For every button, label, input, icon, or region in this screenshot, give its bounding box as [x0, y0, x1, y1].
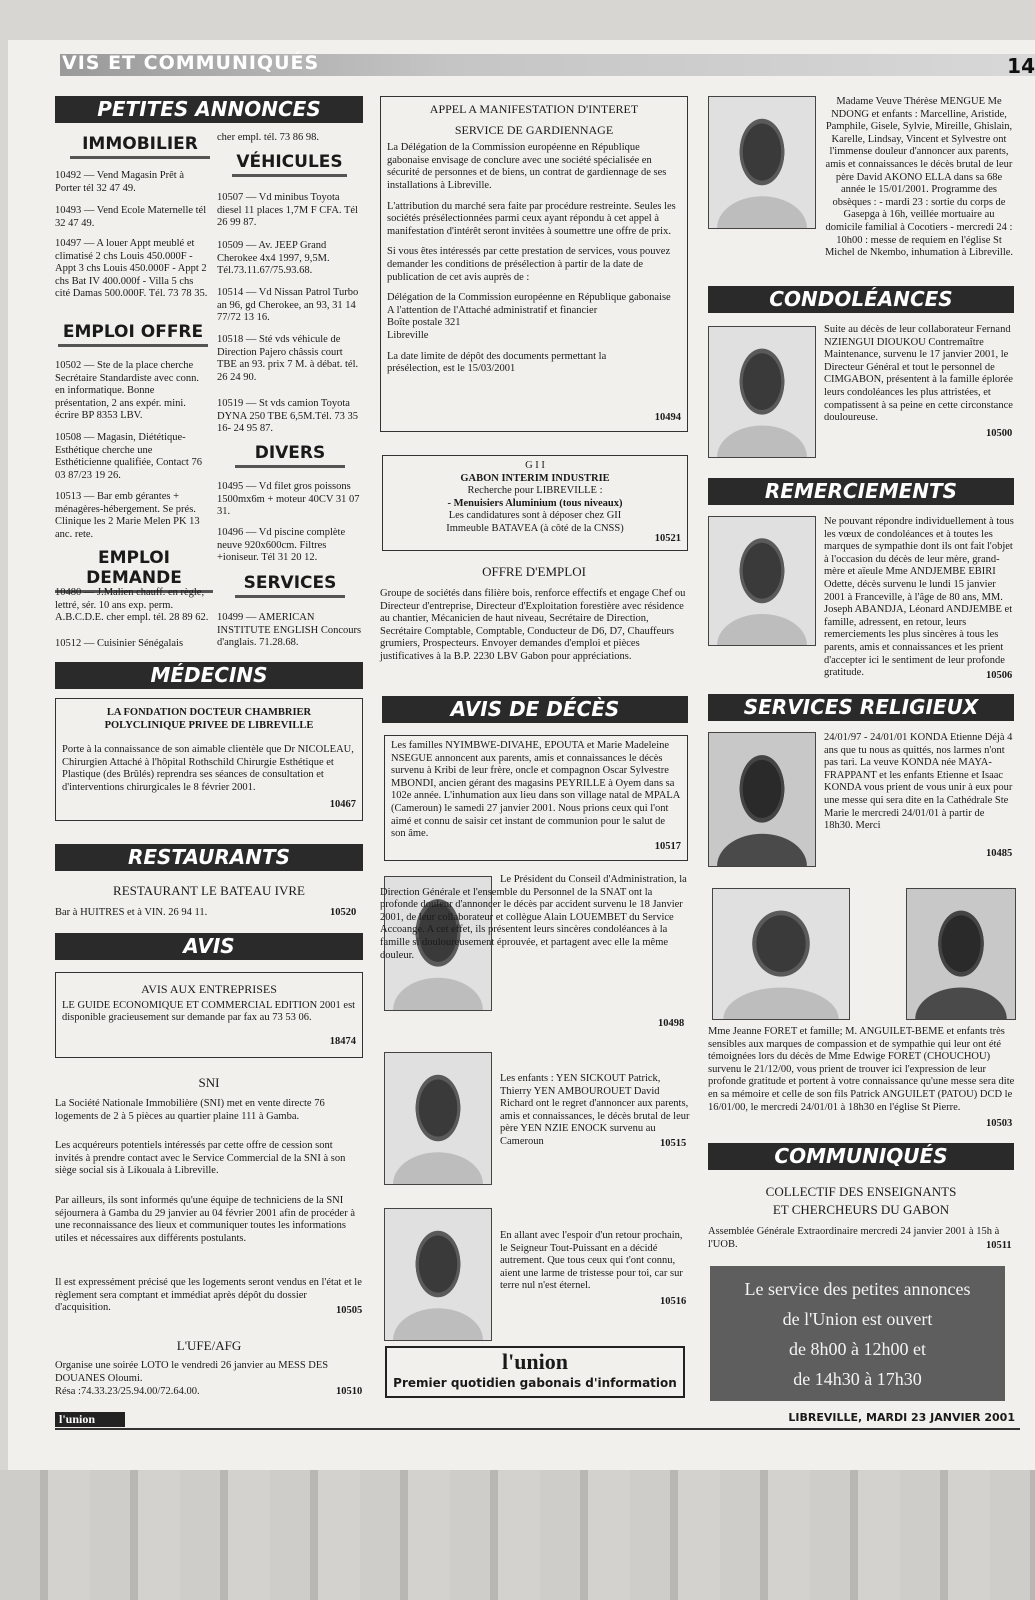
- ad-immobilier-2: 10493 — Vend Ecole Maternelle tél 32 47 49.: [55, 205, 207, 229]
- deces-box-number: 10517: [654, 841, 681, 853]
- offre-title: OFFRE D'EMPLOI: [482, 564, 586, 579]
- appel-box: [380, 96, 688, 432]
- medecins-box: [55, 698, 363, 821]
- sni-p1: La Société Nationale Immobilière (SNI) met en vente directe 76 logements de 2 à 5 pièces au quartier plaine 111 à Gamba.: [55, 1098, 325, 1122]
- gii-line-3: Recherche pour LIBREVILLE :: [467, 485, 603, 497]
- ad-continued: cher empl. tél. 73 86 98.: [217, 132, 320, 143]
- ad-immobilier-3: 10497 — A louer Appt meublé et climatisé 2 chs Louis 450.000F - Appt 3 chs Louis 450.000F - Appt 2 chs Bat IV 400.000f - Villa 5 chs cité Damas 500.000F. Tél. 73 78 35.: [55, 238, 208, 300]
- avis-title: AVIS AUX ENTREPRISES: [141, 982, 277, 996]
- service-line-4: de 14h30 à 17h30: [793, 1369, 922, 1389]
- ad-immobilier-1: 10492 — Vend Magasin Prêt à Porter tél 32 47 49.: [55, 170, 184, 194]
- gii-line-6: Immeuble BATAVEA (à côté de la CNSS): [446, 522, 624, 534]
- communiques-bar: COMMUNIQUÉS: [708, 1143, 1014, 1170]
- gii-line-1: G I I: [525, 460, 545, 471]
- deces-box: [384, 735, 688, 861]
- portrait-photo: [384, 1052, 492, 1185]
- portrait-photo: [712, 888, 850, 1020]
- portrait-photo: [708, 732, 816, 867]
- petites-annonces-bar: PETITES ANNONCES: [55, 96, 363, 123]
- remerciements-bar: REMERCIEMENTS: [708, 478, 1014, 505]
- ad-emploi-demande-1: 10480 — J.Malien chauff. en règle, lettré, sér. 10 ans exp. perm. A.B.C.D.E. cher empl. tél. 28 89 62.: [55, 587, 209, 624]
- sni-number: 10505: [336, 1305, 363, 1316]
- appel-p3: Si vous êtes intéressés par cette prestation de services, vous pouvez demander les conditions de présélection à partir de la date de publication de cet avis auprès de :: [387, 246, 671, 283]
- ufe-number: 10510: [336, 1386, 363, 1397]
- union-slogan: Premier quotidien gabonais d'information: [393, 1376, 677, 1390]
- union-logo-text: l'union: [501, 1349, 569, 1374]
- gii-box: [382, 455, 688, 551]
- section-title: VIS ET COMMUNIQUÉS: [62, 52, 320, 74]
- appel-number: 10494: [654, 412, 681, 424]
- ad-emploi-offre-1: 10502 — Ste de la place cherche Secrétaire Standardiste avec conn. en informatique. Bonne présentation, 2 ans expér. mini. écrire BP 8353 LBV.: [55, 360, 200, 422]
- deces-announcement-3: En allant avec l'espoir d'un retour prochain, le Seigneur Tout-Puissant en a décidé autrement. Que tous ceux qui t'ont connu, aient une larme de tristesse pour toi, car sur terre nul n'est éternel.: [500, 1230, 683, 1292]
- ad-emploi-offre-3: 10513 — Bar emb gérantes + ménagères-hébergement. Se prés. Clinique les 2 Marie Melen PK 13 anc. rete.: [55, 491, 200, 540]
- emploi-offre-heading: EMPLOI OFFRE: [58, 322, 208, 347]
- medecins-title-1: LA FONDATION DOCTEUR CHAMBRIER: [106, 707, 312, 718]
- avis-bar: AVIS: [55, 933, 363, 960]
- communique-title-1: COLLECTIF DES ENSEIGNANTS: [765, 1184, 957, 1199]
- ufe-text: Organise une soirée LOTO le vendredi 26 janvier au MESS DES DOUANES Oloumi.: [55, 1360, 329, 1384]
- ad-vehicule-4: 10518 — Sté vds véhicule de Direction Pajero châssis court TBE an 93. prix 7 M. à débat. tél. 26 24 90.: [217, 334, 359, 383]
- gii-number: 10521: [654, 533, 681, 545]
- ad-emploi-offre-2: 10508 — Magasin, Diététique-Esthétique cherche une Esthéticienne qualifiée, Contact 76 03 87/23 19 26.: [55, 432, 202, 481]
- divers-heading: DIVERS: [235, 443, 345, 468]
- service-line-1: Le service des petites annonces: [744, 1279, 971, 1299]
- ad-vehicule-5: 10519 — St vds camion Toyota DYNA 250 TBE 6,5M.Tél. 73 35 16- 24 95 87.: [217, 398, 358, 435]
- services-religieux-text: 24/01/97 - 24/01/01 KONDA Etienne Déjà 4 ans que tu nous as quittés, nos larmes n'ont pas tari. La veuve KONDA née MAYA-FRAPPANT et les enfants Etienne et Isaac KONDA vous prient de vous unir à eux pour une messe qui sera dite en la Cathédrale Ste Marie le mercredi 24/01/01 à partir de 18h30. Merci: [824, 732, 1013, 832]
- restaurant-number: 10520: [330, 907, 357, 918]
- appel-address-3: Boîte postale 321: [387, 317, 461, 329]
- page-number: 14: [1007, 54, 1035, 78]
- appel-title-1: APPEL A MANIFESTATION D'INTERET: [429, 102, 639, 116]
- foret-number: 10503: [986, 1118, 1013, 1129]
- restaurant-title: RESTAURANT LE BATEAU IVRE: [113, 883, 305, 898]
- footer-brand: l'union: [55, 1412, 125, 1427]
- medecins-number: 10467: [329, 799, 356, 811]
- remerciements-number: 10506: [986, 670, 1013, 681]
- gii-line-2: GABON INTERIM INDUSTRIE: [460, 472, 610, 484]
- ad-services-1: 10499 — AMERICAN INSTITUTE ENGLISH Concours d'anglais. 71.28.68.: [217, 612, 362, 649]
- remerciements-text: Ne pouvant répondre individuellement à tous les vœux de condoléances et à toutes les marques de sympathie dont ils ont fait l'objet à l'occasion du décès de leur mère, grand-mère et aïeule Mme ANDJEMBE EBIRI Odette, décès survenu le lundi 15 janvier 2001 à Franceville, à l'âge de 80 ans, MM. Joseph ABANDJA, Léonard ANDJEMBE et famille, adressent, en retour, leurs remerciements les plus sincères à tous les parents, amis et connaissances et les prient d'accepter ici le sentiment de leur profonde gratitude.: [824, 516, 1014, 679]
- services-religieux-bar: SERVICES RELIGIEUX: [708, 694, 1014, 721]
- appel-address-1: Délégation de la Commission européenne en République gabonaise: [387, 292, 671, 304]
- medecins-text: Porte à la connaissance de son aimable clientèle que Dr NICOLEAU, Chirurgien Attaché à l'hôpital Rothschild Chirurgie Esthétique et Plastique (des Brûlés) reprendra ses séances de consultation et d'interventions chirurgicales le 8 février 2001.: [62, 744, 354, 793]
- services-religieux-number: 10485: [986, 848, 1013, 859]
- ad-vehicule-1: 10507 — Vd minibus Toyota diesel 11 places 1,7M F CFA. Tél 26 99 87.: [217, 192, 358, 229]
- appel-p4: La date limite de dépôt des documents permettant la présélection, est le 15/03/2001: [387, 350, 607, 375]
- communique-number: 10511: [986, 1240, 1012, 1251]
- ad-divers-2: 10496 — Vd piscine complète neuve 920x600cm. Filtres +ioniseur. Tél 31 20 12.: [217, 527, 346, 564]
- offre-text: Groupe de sociétés dans filière bois, renforce effectifs et engage Chef ou Directeur d'entreprise, Directeur d'Exploitation forestière avec résidence au chantier, Mécanicien de haut niveau, Secrétaire de Direction, Secrétaire Comptable, Comptable, Conducteur de D6, D7, Chauffeurs grumiers, Prospecteurs. Envoyer demandes d'emploi et pièces justificatives à la B.P. 2230 LBV Gabon pour appréciations.: [380, 588, 686, 662]
- deces-announcement-1-number: 10498: [658, 1018, 685, 1029]
- service-line-2: de l'Union est ouvert: [782, 1309, 933, 1329]
- appel-p1: La Délégation de la Commission européenne en République gabonaise envisage de conclure avec une société spécialisée en sécurité de personnes et de biens, un contrat de gardiennage de ses installations à Libreville.: [387, 142, 667, 191]
- ufe-title: L'UFE/AFG: [176, 1338, 242, 1353]
- appel-p2: L'attribution du marché sera faite par procédure restreinte. Seules les sociétés présélectionnées parmi ceux ayant répondu à cet appel à manifestation d'intérêt seront invitées à soumettre une offre de prix.: [387, 200, 676, 237]
- footer-date: LIBREVILLE, MARDI 23 JANVIER 2001: [788, 1411, 1015, 1424]
- medecins-title-2: POLYCLINIQUE PRIVEE DE LIBREVILLE: [104, 719, 314, 731]
- union-ad-box: [385, 1346, 685, 1398]
- communique-text: Assemblée Générale Extraordinaire mercredi 24 janvier 2001 à 15h à l'UOB.: [708, 1226, 1000, 1250]
- service-hours-box: [710, 1266, 1005, 1401]
- vehicules-heading: VÉHICULES: [232, 152, 347, 177]
- mengue-announcement: Madame Veuve Thérèse MENGUE Me NDONG et enfants : Marcelline, Aristide, Pamphile, Gisele, Sylvie, Mireille, Ghislain, Karelle, Lindsay, Vincent et Sylvestre ont l'immense douleur d'annoncer aux parents, amis et connaissances le décès brutal de leur père David AKONO ELLA dans sa 68e année le 15/01/2001. Programme des obsèques : - mardi 23 : sortie du corps de Gasepga à 16h, veillée mortuaire au domicile familial à Cocotiers - mercredi 24 : 10h00 : messe de requiem en l'église St Michel de Nkembo, inhumation à Libreville.: [824, 96, 1014, 259]
- services-heading: SERVICES: [235, 573, 345, 598]
- sni-p4: Il est expressément précisé que les logements seront vendus en l'état et le règlement sera comptant et immédiat après dépôt du dossier d'acquisition.: [55, 1277, 362, 1314]
- sni-p2: Les acquéreurs potentiels intéressés par cette offre de cession sont invités à prendre contact avec le Service Commercial de la SNI à son siège social sis à Likouala à Libreville.: [55, 1140, 346, 1177]
- gii-line-5: Les candidatures sont à déposer chez GII: [448, 510, 622, 522]
- deces-box-text: Les familles NYIMBWE-DIVAHE, EPOUTA et Marie Madeleine NSEGUE annoncent aux parents, amis et connaissances le décès survenu à Kribi de leur frère, oncle et compagnon Oscar Sylvestre MBONDI, ancien gérant des magasins PEYRILLE à Oyem dans sa 102e année. L'inhumation aux lieu dans son village natal de MPALA (Cameroun) le samedi 27 janvier 2001. Nous prions ceux qui l'ont aimé et connu de saisir cet instant de communion pour le salut de son âme.: [391, 740, 680, 840]
- footer-rule: [55, 1428, 1020, 1430]
- communique-title-2: ET CHERCHEURS DU GABON: [772, 1202, 950, 1217]
- appel-title-2: SERVICE DE GARDIENNAGE: [454, 122, 614, 137]
- appel-address-2: A l'attention de l'Attaché administratif et financier: [387, 304, 598, 316]
- condoleances-text: Suite au décès de leur collaborateur Fernand NZIENGUI DIOUKOU Contremaître Maintenance, survenu le 17 janvier 2001, le Directeur Général et tout le personnel de CIMGABON, présentent à la famille éplorée leurs condoléances les plus attristées, et compatissent à sa peine en cette circonstance douloureuse.: [824, 324, 1013, 424]
- service-line-3: de 8h00 à 12h00 et: [789, 1339, 926, 1359]
- appel-address-4: Libreville: [387, 329, 429, 341]
- portrait-photo: [906, 888, 1016, 1020]
- gii-line-4: - Menuisiers Aluminium (tous niveaux): [447, 497, 623, 509]
- ad-emploi-demande-2: 10512 — Cuisinier Sénégalais: [55, 638, 184, 649]
- foret-announcement: Mme Jeanne FORET et famille; M. ANGUILET-BEME et enfants très sensibles aux marques de compassion et de sympathie qui leur ont été témoignées lors du décès de Mme Edwige FORET (CHOUCHOU) survenu le 21/12/00, vous prient de trouver ici l'expression de leur profonde gratitude et portent à votre connaissance qu'une messe sera dite en sa mémoire et celle de son fils Patrick ANGUILET (PATOU) DCD le 16/01/00, le mercredi 24/01/01 à 18h30 en l'église St Pierre.: [708, 1026, 1015, 1113]
- ad-vehicule-2: 10509 — Av. JEEP Grand Cherokee 4x4 1997, 9,5M. Tél.73.11.67/75.93.68.: [217, 240, 330, 277]
- deces-announcement-1: Le Président du Conseil d'Administration, la Direction Générale et l'ensemble du Personnel de la SNAT ont la profonde douleur d'annoncer le décès par accident survenu le 18 Janvier 2001, de leur collaborateur et collègue Alain LOUEMBET du Service Accoange. A cet effet, ils présentent leurs sincères condoléances à la famille si douloureusement éprouvée, et partagent avec elle la même douleur.: [380, 874, 687, 961]
- avis-number: 18474: [329, 1036, 356, 1048]
- avis-text: LE GUIDE ECONOMIQUE ET COMMERCIAL EDITION 2001 est disponible gracieusement sur demande par fax au 73 53 06.: [62, 999, 356, 1024]
- avis-box: [55, 972, 363, 1058]
- sni-title: SNI: [198, 1075, 220, 1090]
- portrait-photo: [708, 326, 816, 458]
- deces-announcement-2-number: 10515: [660, 1138, 687, 1149]
- condoleances-bar: CONDOLÉANCES: [708, 286, 1014, 313]
- ad-divers-1: 10495 — Vd filet gros poissons 1500mx6m + moteur 40CV 31 07 31.: [217, 481, 360, 518]
- restaurant-text: Bar à HUITRES et à VIN. 26 94 11.: [55, 907, 208, 918]
- deces-announcement-3-number: 10516: [660, 1296, 687, 1307]
- condoleances-number: 10500: [986, 428, 1013, 439]
- deces-announcement-2: Les enfants : YEN SICKOUT Patrick, Thierry YEN AMBOUROUET David Richard ont le regret d'annoncer aux parents, amis et connaissances, le décès brutal de leur père YEN NZIE ENOCK survenu au Cameroun: [500, 1073, 690, 1147]
- restaurants-bar: RESTAURANTS: [55, 844, 363, 871]
- background-strip: [0, 1470, 1035, 1600]
- immobilier-heading: IMMOBILIER: [70, 134, 210, 159]
- avis-deces-bar: AVIS DE DÉCÈS: [382, 696, 688, 723]
- ufe-resa: Résa :74.33.23/25.94.00/72.64.00.: [55, 1386, 200, 1397]
- ad-vehicule-3: 10514 — Vd Nissan Patrol Turbo an 96, gd Cherokee, an 93, 31 14 77/72 13 16.: [217, 287, 359, 324]
- emploi-demande-heading: EMPLOI DEMANDE: [55, 548, 213, 593]
- portrait-photo: [384, 1208, 492, 1341]
- sni-p3: Par ailleurs, ils sont informés qu'une équipe de techniciens de la SNI séjournera à Gamba du 29 janvier au 04 février 2001 afin de procéder à une reconnaissance des lieux et communiquer toutes les informations utiles et nécessaires aux différents postulants.: [55, 1195, 355, 1244]
- medecins-bar: MÉDECINS: [55, 662, 363, 689]
